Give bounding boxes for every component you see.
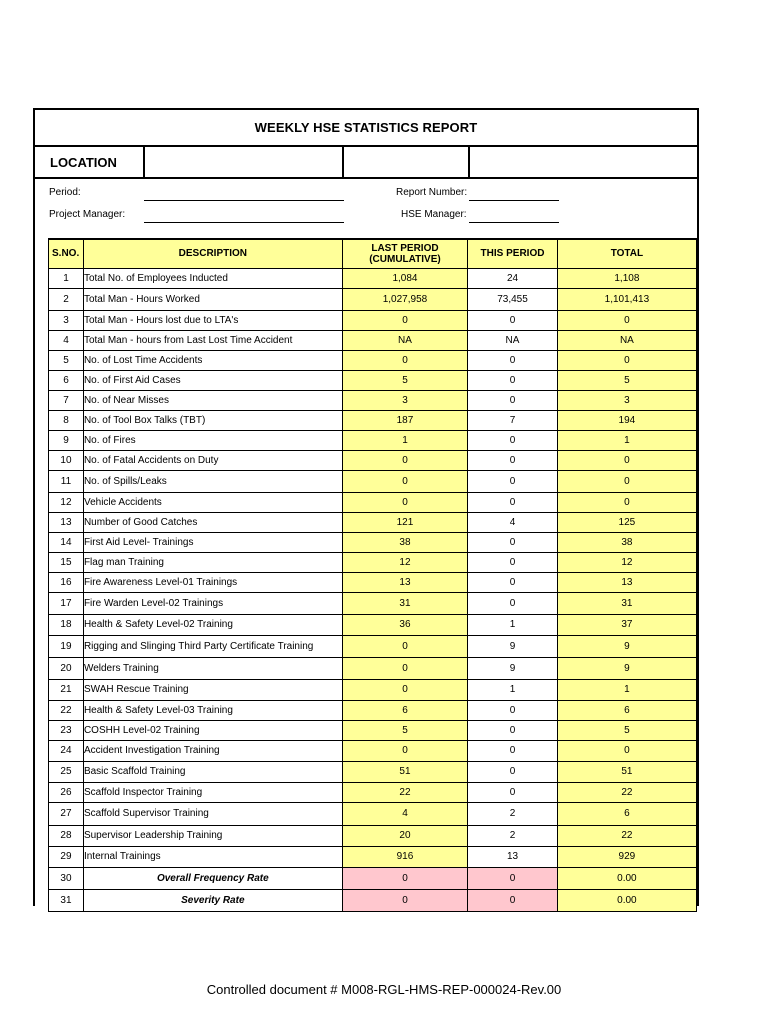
table-row (49, 761, 697, 782)
row-this-period[interactable]: 1 (468, 679, 558, 700)
row-sno: 24 (49, 740, 84, 761)
row-last-period[interactable]: 22 (342, 782, 468, 802)
row-last-period[interactable]: 4 (342, 802, 468, 825)
table-row (49, 720, 697, 740)
table-row (49, 288, 697, 310)
period-field[interactable] (144, 200, 344, 201)
row-total[interactable]: 22 (557, 825, 696, 846)
rate-row-this-period[interactable]: 0 (468, 889, 558, 911)
statistics-table (48, 238, 697, 912)
table-row (49, 330, 697, 350)
row-sno: 8 (49, 410, 84, 430)
rate-row-last-period[interactable]: 0 (342, 889, 468, 911)
row-sno: 22 (49, 700, 84, 720)
row-description: Vehicle Accidents (83, 492, 342, 512)
table-row (49, 846, 697, 867)
hse-manager-label: HSE Manager: (401, 209, 467, 220)
row-this-period[interactable]: 0 (468, 740, 558, 761)
report-number-field[interactable] (469, 200, 559, 201)
table-row (49, 390, 697, 410)
row-last-period[interactable]: 0 (342, 310, 468, 330)
row-description: Fire Awareness Level-01 Trainings (83, 572, 342, 592)
row-this-period[interactable]: 0 (468, 492, 558, 512)
row-this-period[interactable]: 0 (468, 370, 558, 390)
table-row (49, 740, 697, 761)
report-title: WEEKLY HSE STATISTICS REPORT (35, 110, 697, 147)
row-this-period[interactable]: 0 (468, 720, 558, 740)
table-header-row (49, 239, 697, 268)
row-sno: 15 (49, 552, 84, 572)
row-sno: 14 (49, 532, 84, 552)
row-total[interactable]: 9 (557, 635, 696, 657)
table-row (49, 572, 697, 592)
row-sno: 17 (49, 592, 84, 614)
row-description: Total No. of Employees Inducted (83, 268, 342, 288)
report-sheet (33, 108, 699, 906)
row-total[interactable]: 6 (557, 700, 696, 720)
row-sno: 20 (49, 657, 84, 679)
row-total[interactable]: 9 (557, 657, 696, 679)
row-description: No. of Fatal Accidents on Duty (83, 450, 342, 470)
row-last-period[interactable]: 916 (342, 846, 468, 867)
row-description: Total Man - hours from Last Lost Time Accident (83, 330, 342, 350)
row-last-period[interactable]: 187 (342, 410, 468, 430)
row-sno: 29 (49, 846, 84, 867)
row-this-period[interactable]: 0 (468, 572, 558, 592)
row-last-period[interactable]: 0 (342, 740, 468, 761)
row-description: Total Man - Hours lost due to LTA's (83, 310, 342, 330)
row-total[interactable]: 31 (557, 592, 696, 614)
row-this-period[interactable]: 73,455 (468, 288, 558, 310)
row-total[interactable]: 194 (557, 410, 696, 430)
table-row (49, 657, 697, 679)
row-description: SWAH Rescue Training (83, 679, 342, 700)
row-total[interactable]: 51 (557, 761, 696, 782)
row-description: COSHH Level-02 Training (83, 720, 342, 740)
row-last-period[interactable]: 13 (342, 572, 468, 592)
table-row (49, 825, 697, 846)
row-total[interactable]: 1,101,413 (557, 288, 696, 310)
row-sno: 7 (49, 390, 84, 410)
table-row (49, 679, 697, 700)
row-this-period[interactable]: 24 (468, 268, 558, 288)
header-description: DESCRIPTION (83, 239, 342, 268)
row-total[interactable]: 1 (557, 430, 696, 450)
row-last-period[interactable]: 0 (342, 657, 468, 679)
row-sno: 13 (49, 512, 84, 532)
row-last-period[interactable]: 1 (342, 430, 468, 450)
rate-row-description: Overall Frequency Rate (83, 867, 342, 889)
header-sno: S.NO. (49, 239, 84, 268)
row-this-period[interactable]: 0 (468, 592, 558, 614)
row-description: First Aid Level- Trainings (83, 532, 342, 552)
row-last-period[interactable]: 0 (342, 635, 468, 657)
location-row (35, 147, 697, 179)
table-row (49, 410, 697, 430)
hse-manager-field[interactable] (469, 222, 559, 223)
rate-row-total[interactable]: 0.00 (557, 889, 696, 911)
row-sno: 26 (49, 782, 84, 802)
row-sno: 28 (49, 825, 84, 846)
row-total[interactable]: 0 (557, 470, 696, 492)
row-total[interactable]: NA (557, 330, 696, 350)
row-last-period[interactable]: 1,084 (342, 268, 468, 288)
project-manager-field[interactable] (144, 222, 344, 223)
row-this-period[interactable]: 0 (468, 390, 558, 410)
row-description: Scaffold Supervisor Training (83, 802, 342, 825)
row-this-period[interactable]: 0 (468, 700, 558, 720)
row-last-period[interactable]: 1,027,958 (342, 288, 468, 310)
row-last-period[interactable]: 0 (342, 350, 468, 370)
row-this-period[interactable]: 9 (468, 657, 558, 679)
rate-row-sno: 30 (49, 867, 84, 889)
row-this-period[interactable]: 0 (468, 782, 558, 802)
row-total[interactable]: 0 (557, 310, 696, 330)
table-row (49, 802, 697, 825)
row-last-period[interactable]: 6 (342, 700, 468, 720)
location-value-cell-2[interactable] (344, 147, 470, 177)
row-this-period[interactable]: 1 (468, 614, 558, 635)
row-total[interactable]: 5 (557, 720, 696, 740)
row-sno: 21 (49, 679, 84, 700)
row-this-period[interactable]: 4 (468, 512, 558, 532)
header-last-period: LAST PERIOD (CUMULATIVE) (342, 239, 468, 268)
table-row (49, 370, 697, 390)
row-description: Total Man - Hours Worked (83, 288, 342, 310)
row-description: Internal Trainings (83, 846, 342, 867)
row-total[interactable]: 929 (557, 846, 696, 867)
row-last-period[interactable]: 0 (342, 679, 468, 700)
row-total[interactable]: 1 (557, 679, 696, 700)
row-last-period[interactable]: 0 (342, 450, 468, 470)
row-description: Number of Good Catches (83, 512, 342, 532)
row-description: Welders Training (83, 657, 342, 679)
row-last-period[interactable]: 20 (342, 825, 468, 846)
project-manager-label: Project Manager: (49, 209, 126, 220)
row-description: No. of First Aid Cases (83, 370, 342, 390)
row-this-period[interactable]: 9 (468, 635, 558, 657)
row-last-period[interactable]: 5 (342, 370, 468, 390)
row-description: No. of Lost Time Accidents (83, 350, 342, 370)
row-last-period[interactable]: 51 (342, 761, 468, 782)
location-label: LOCATION (35, 147, 145, 177)
table-row-rate (49, 867, 697, 889)
row-this-period[interactable]: NA (468, 330, 558, 350)
table-row (49, 470, 697, 492)
row-this-period[interactable]: 0 (468, 430, 558, 450)
row-sno: 9 (49, 430, 84, 450)
row-last-period[interactable]: 121 (342, 512, 468, 532)
rate-row-total[interactable]: 0.00 (557, 867, 696, 889)
row-last-period[interactable]: 0 (342, 470, 468, 492)
row-this-period[interactable]: 0 (468, 450, 558, 470)
location-value-cell-3[interactable] (470, 147, 699, 177)
rate-row-sno: 31 (49, 889, 84, 911)
row-this-period[interactable]: 0 (468, 350, 558, 370)
row-sno: 18 (49, 614, 84, 635)
row-total[interactable]: 38 (557, 532, 696, 552)
row-description: Health & Safety Level-03 Training (83, 700, 342, 720)
row-description: Basic Scaffold Training (83, 761, 342, 782)
report-number-label: Report Number: (396, 187, 468, 198)
table-row (49, 592, 697, 614)
table-row (49, 492, 697, 512)
row-description: No. of Fires (83, 430, 342, 450)
row-this-period[interactable]: 0 (468, 532, 558, 552)
footer-controlled-document: Controlled document # M008-RGL-HMS-REP-000024-Rev.00 (206, 982, 562, 997)
row-total[interactable]: 3 (557, 390, 696, 410)
row-this-period[interactable]: 0 (468, 552, 558, 572)
row-total[interactable]: 125 (557, 512, 696, 532)
row-total[interactable]: 5 (557, 370, 696, 390)
row-last-period[interactable]: 5 (342, 720, 468, 740)
table-row (49, 552, 697, 572)
row-total[interactable]: 6 (557, 802, 696, 825)
row-total[interactable]: 12 (557, 552, 696, 572)
row-description: No. of Tool Box Talks (TBT) (83, 410, 342, 430)
header-total: TOTAL (557, 239, 696, 268)
row-sno: 27 (49, 802, 84, 825)
row-total[interactable]: 0 (557, 740, 696, 761)
row-last-period[interactable]: 0 (342, 492, 468, 512)
location-value-cell-1[interactable] (145, 147, 344, 177)
row-total[interactable]: 22 (557, 782, 696, 802)
table-row (49, 532, 697, 552)
row-description: Scaffold Inspector Training (83, 782, 342, 802)
table-row (49, 268, 697, 288)
row-total[interactable]: 0 (557, 350, 696, 370)
row-last-period[interactable]: 36 (342, 614, 468, 635)
row-last-period[interactable]: NA (342, 330, 468, 350)
row-sno: 19 (49, 635, 84, 657)
row-description: Accident Investigation Training (83, 740, 342, 761)
table-row-rate (49, 889, 697, 911)
row-this-period[interactable]: 7 (468, 410, 558, 430)
table-row (49, 614, 697, 635)
row-description: Health & Safety Level-02 Training (83, 614, 342, 635)
row-sno: 25 (49, 761, 84, 782)
row-total[interactable]: 37 (557, 614, 696, 635)
row-sno: 5 (49, 350, 84, 370)
row-description: No. of Spills/Leaks (83, 470, 342, 492)
row-description: No. of Near Misses (83, 390, 342, 410)
table-row (49, 782, 697, 802)
row-this-period[interactable]: 13 (468, 846, 558, 867)
row-this-period[interactable]: 2 (468, 802, 558, 825)
table-row (49, 430, 697, 450)
period-label: Period: (49, 187, 81, 198)
table-body (49, 268, 697, 911)
row-description: Fire Warden Level-02 Trainings (83, 592, 342, 614)
row-this-period[interactable]: 2 (468, 825, 558, 846)
row-last-period[interactable]: 38 (342, 532, 468, 552)
row-sno: 4 (49, 330, 84, 350)
row-sno: 2 (49, 288, 84, 310)
table-row (49, 512, 697, 532)
row-sno: 23 (49, 720, 84, 740)
row-this-period[interactable]: 0 (468, 761, 558, 782)
row-sno: 3 (49, 310, 84, 330)
rate-row-description: Severity Rate (83, 889, 342, 911)
row-this-period[interactable]: 0 (468, 470, 558, 492)
rate-row-last-period[interactable]: 0 (342, 867, 468, 889)
row-total[interactable]: 0 (557, 492, 696, 512)
table-row (49, 310, 697, 330)
table-row (49, 635, 697, 657)
row-sno: 6 (49, 370, 84, 390)
row-sno: 11 (49, 470, 84, 492)
row-total[interactable]: 13 (557, 572, 696, 592)
table-row (49, 700, 697, 720)
row-last-period[interactable]: 3 (342, 390, 468, 410)
row-sno: 16 (49, 572, 84, 592)
table-row (49, 350, 697, 370)
row-description: Flag man Training (83, 552, 342, 572)
row-total[interactable]: 0 (557, 450, 696, 470)
rate-row-this-period[interactable]: 0 (468, 867, 558, 889)
row-last-period[interactable]: 12 (342, 552, 468, 572)
row-last-period[interactable]: 31 (342, 592, 468, 614)
header-this-period: THIS PERIOD (468, 239, 558, 268)
row-this-period[interactable]: 0 (468, 310, 558, 330)
row-sno: 1 (49, 268, 84, 288)
row-description: Rigging and Slinging Third Party Certificate Training (83, 635, 342, 657)
row-total[interactable]: 1,108 (557, 268, 696, 288)
row-description: Supervisor Leadership Training (83, 825, 342, 846)
row-sno: 12 (49, 492, 84, 512)
table-row (49, 450, 697, 470)
row-sno: 10 (49, 450, 84, 470)
